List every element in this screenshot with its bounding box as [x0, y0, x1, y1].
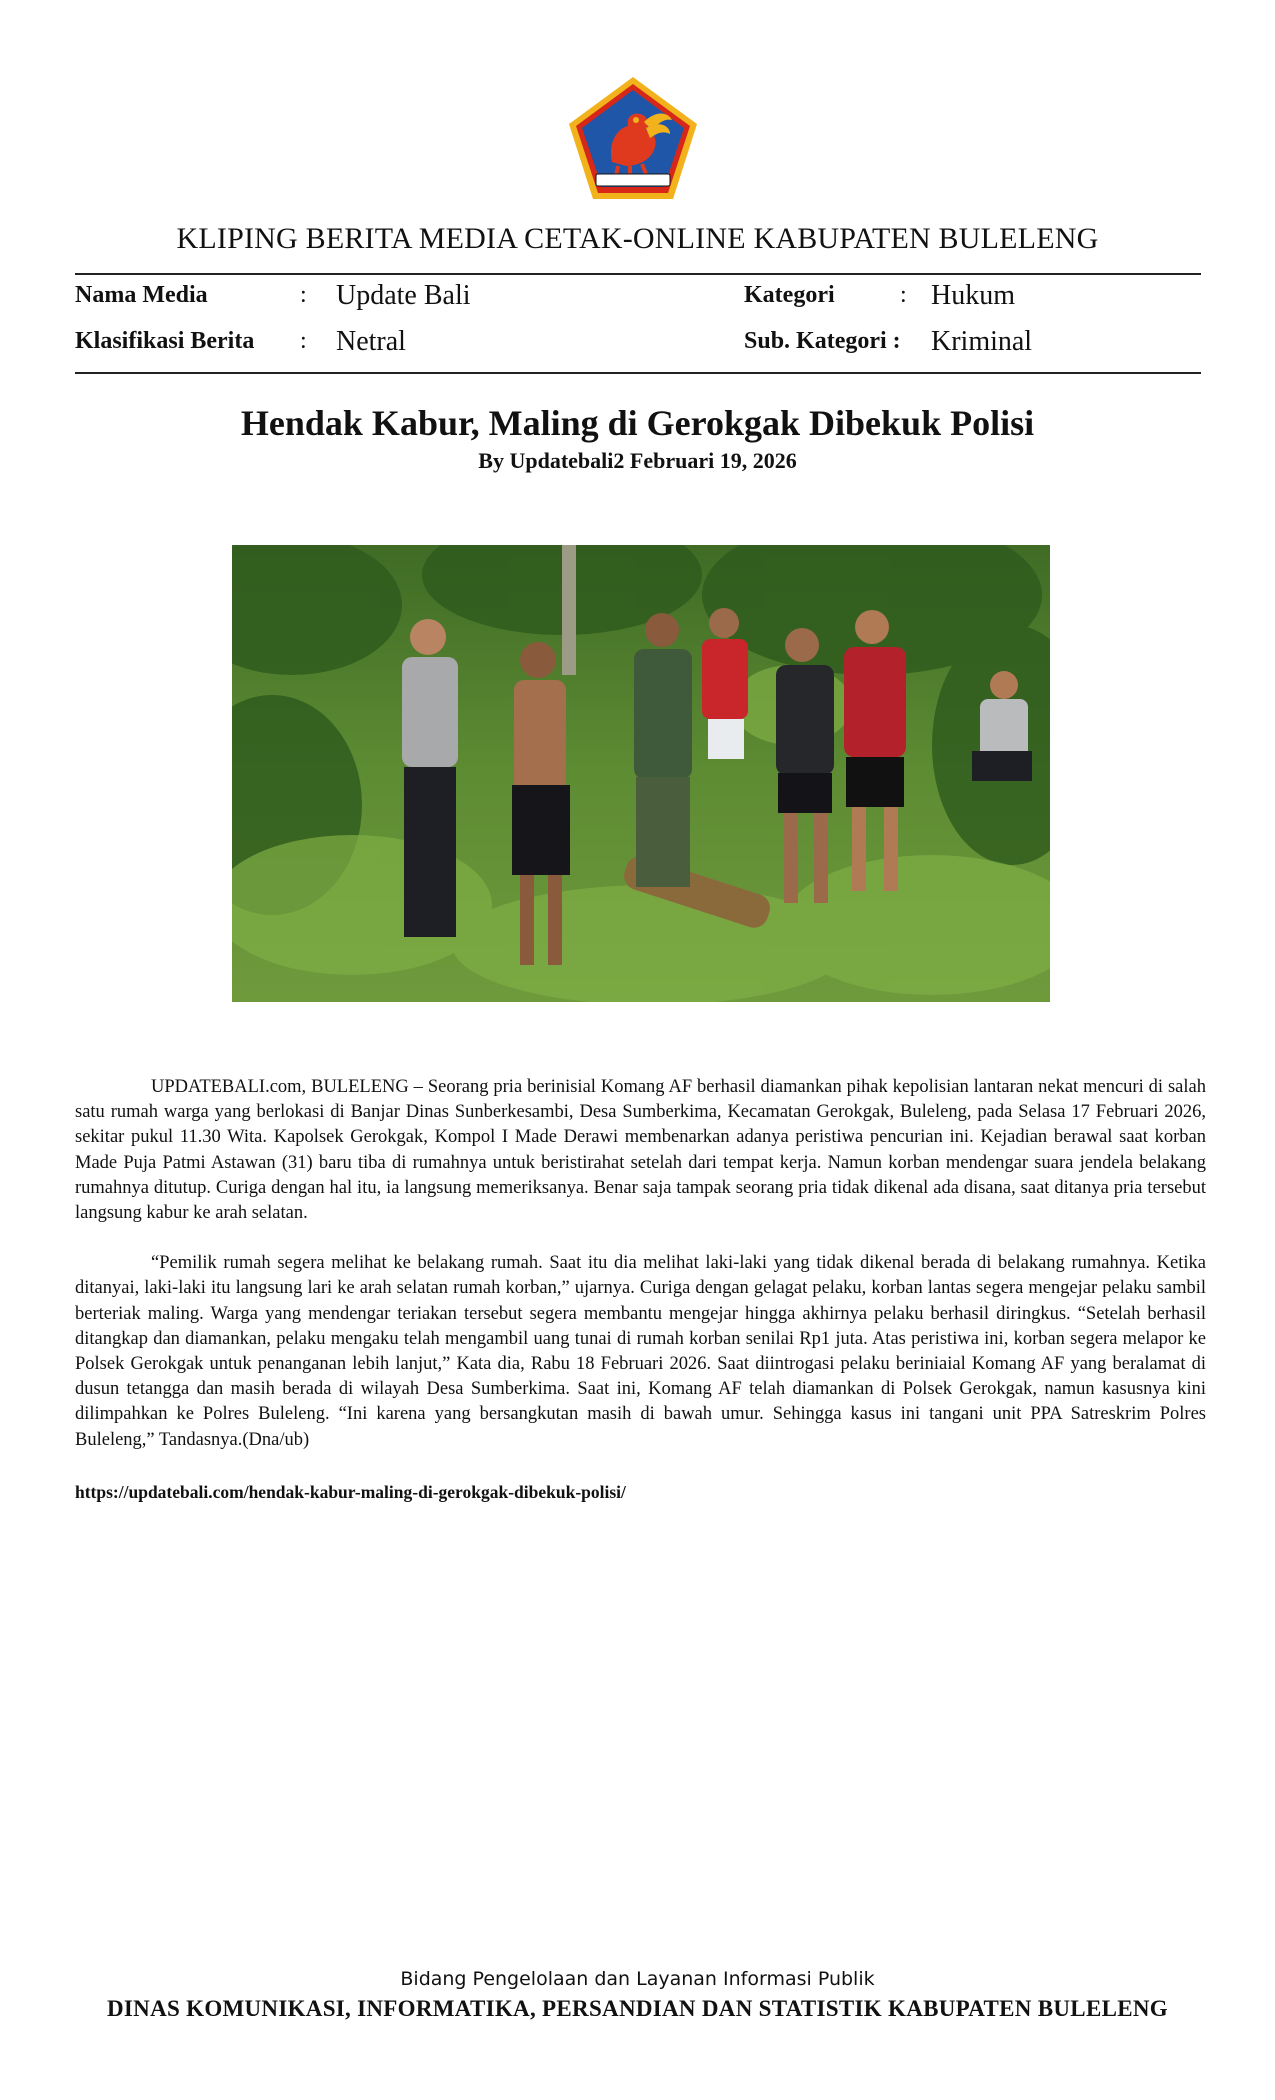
header-divider-bottom [75, 372, 1201, 374]
article-paragraph-2: “Pemilik rumah segera melihat ke belakang rumah. Saat itu dia melihat laki-laki yang tidak dikenal berada di belakang rumahnya. Ketika ditanyai, laki-laki itu langsung lari ke arah selatan rumah korban,” ujarnya. Curiga dengan gelagat pelaku, korban lantas segera mengejar pelaku sambil berteriak maling. Warga yang mendengar teriakan tersebut segera membantu mengejar hingga akhirnya pelaku berhasil diringkus. “Setelah berhasil ditangkap dan diamankan, pelaku mengaku telah mengambil uang tunai di rumah korban senilai Rp1 juta. Atas peristiwa ini, korban segera melapor ke Polsek Gerokgak untuk penanganan lebih lanjut,” Kata dia, Rabu 18 Februari 2026. Saat diintrogasi pelaku beriniaial Komang AF yang beralamat di dusun tetangga dan masih berada di wilayah Desa Sumberkima. Saat ini, Komang AF telah diamankan di Polsek Gerokgak, namun kasusnya kini dilimpahkan ke Polres Buleleng. “Ini karena yang bersangkutan masih di bawah umur. Sehingga kasus ini tangani unit PPA Satreskrim Polres Buleleng,” Tandasnya.(Dna/ub) [75, 1253, 1206, 1450]
klasifikasi-colon: : [300, 328, 307, 354]
kategori-value: Hukum [931, 280, 1015, 311]
nama-media-value: Update Bali [336, 280, 471, 311]
article-photo [232, 545, 1050, 1002]
article-byline: By Updatebali2 Februari 19, 2026 [478, 448, 797, 473]
article-paragraph-1: UPDATEBALI.com, BULELENG – Seorang pria berinisial Komang AF berhasil diamankan pihak kepolisian lantaran nekat mencuri di salah satu rumah warga yang berlokasi di Banjar Dinas Sunberkesambi, Desa Sumberkima, Kecamatan Gerokgak, Buleleng, pada Selasa 17 Februari 2026, sekitar pukul 11.30 Wita. Kapolsek Gerokgak, Kompol I Made Derawi membenarkan adanya peristiwa pencurian ini. Kejadian berawal saat korban Made Puja Patmi Astawan (31) baru tiba di rumahnya untuk beristirahat setelah dari tempat kerja. Namun korban mendengar suara jendela belakang rumahnya ditutup. Curiga dengan hal itu, ia langsung memeriksanya. Benar saja tampak seorang pria tidak dikenal ada disana, saat ditanya pria tersebut langsung kabur ke arah selatan. [75, 1077, 1206, 1224]
sub-kategori-label: Sub. Kategori : [744, 328, 901, 354]
clipping-header-title: KLIPING BERITA MEDIA CETAK-ONLINE KABUPATEN BULELENG [176, 222, 1099, 255]
nama-media-label: Nama Media [75, 282, 208, 308]
nama-media-colon: : [300, 282, 307, 308]
kategori-label: Kategori [744, 282, 835, 308]
footer-subtitle: Bidang Pengelolaan dan Layanan Informasi Publik [400, 1968, 875, 1990]
article-body [75, 1075, 1206, 1478]
footer-department: DINAS KOMUNIKASI, INFORMATIKA, PERSANDIAN DAN STATISTIK KABUPATEN BULELENG [107, 1996, 1168, 2021]
buleleng-logo [566, 74, 700, 202]
article-source-link[interactable]: https://updatebali.com/hendak-kabur-maling-di-gerokgak-dibekuk-polisi/ [75, 1482, 626, 1502]
klasifikasi-label: Klasifikasi Berita [75, 328, 255, 354]
sub-kategori-value: Kriminal [931, 326, 1033, 357]
header-divider-top [75, 273, 1201, 275]
klasifikasi-value: Netral [336, 326, 406, 357]
kategori-colon: : [900, 282, 907, 308]
article-headline: Hendak Kabur, Maling di Gerokgak Dibekuk Polisi [240, 403, 1035, 443]
